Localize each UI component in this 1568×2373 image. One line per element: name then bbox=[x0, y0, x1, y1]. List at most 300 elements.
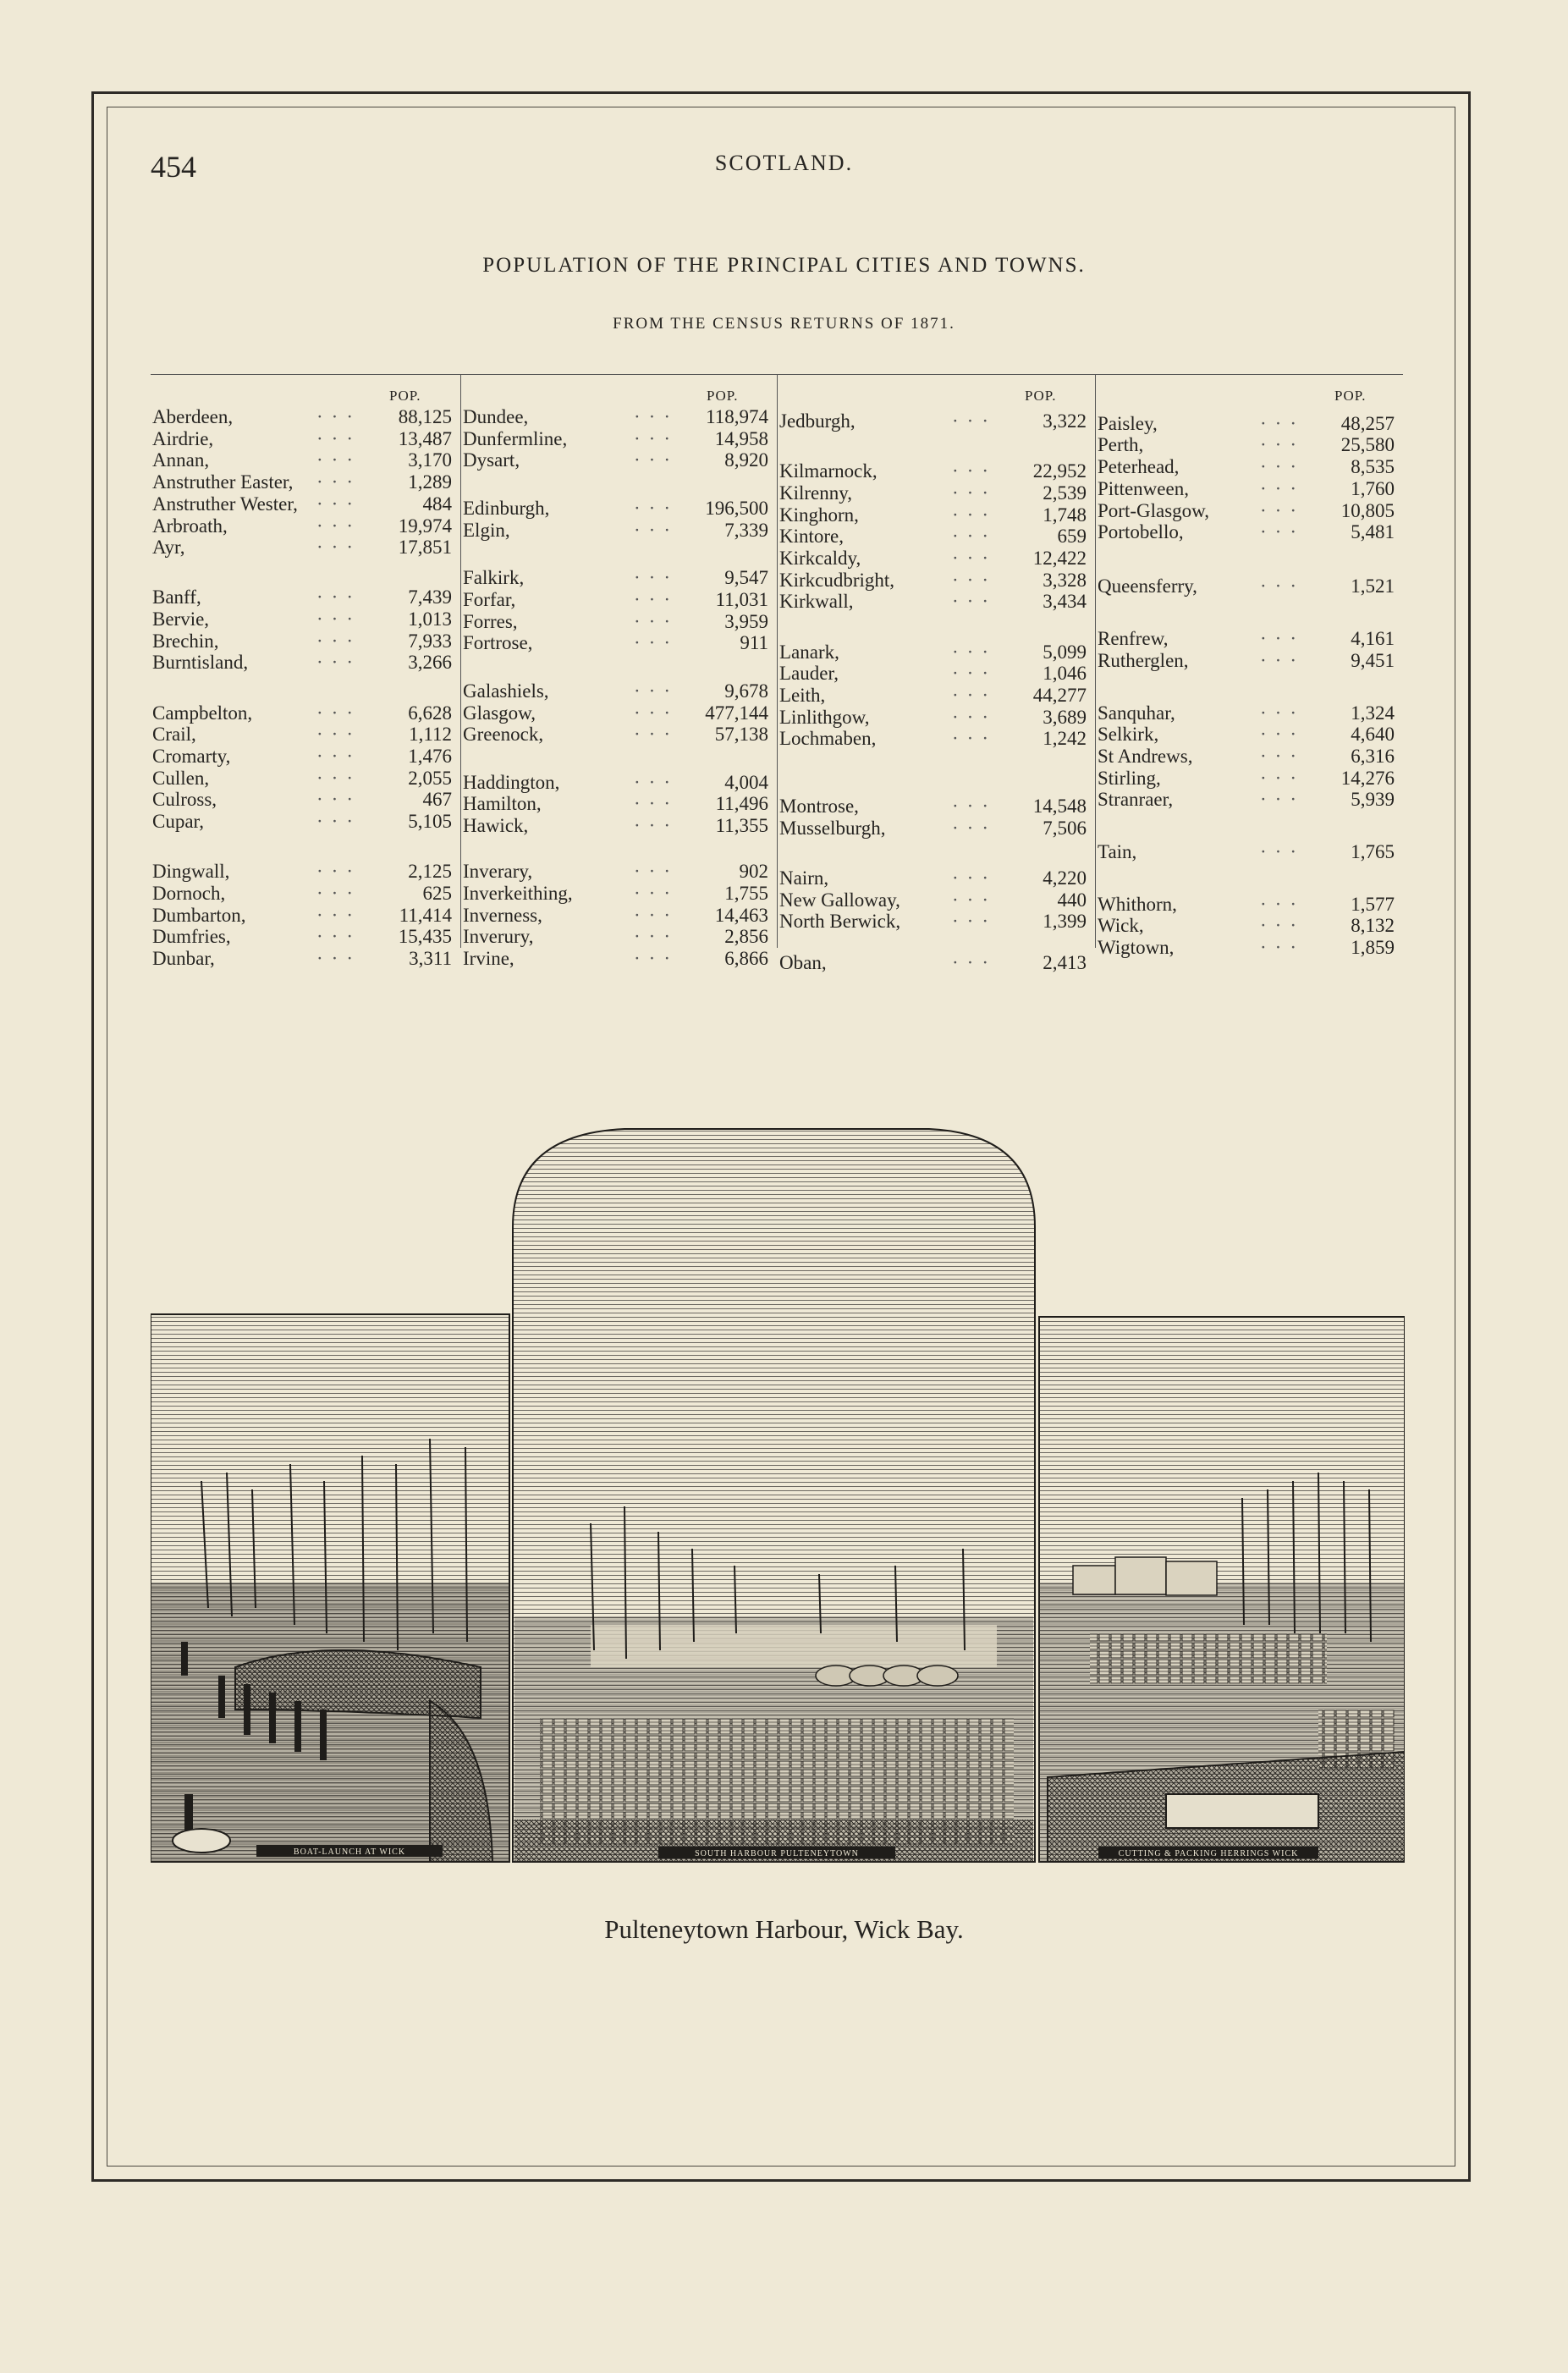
leader-dots: ··· bbox=[1260, 745, 1305, 767]
table-column-3 bbox=[777, 374, 1095, 974]
leader-dots: ··· bbox=[634, 926, 679, 948]
leader-dots: ··· bbox=[952, 591, 997, 613]
table-row bbox=[778, 641, 1095, 663]
table-row bbox=[151, 811, 460, 832]
table-row bbox=[151, 449, 460, 471]
table-row bbox=[151, 493, 460, 515]
population-value: 8,132 bbox=[1351, 915, 1395, 937]
table-row bbox=[1096, 478, 1403, 499]
leader-dots: ··· bbox=[316, 767, 361, 789]
leader-dots: ··· bbox=[316, 861, 361, 883]
table-row bbox=[778, 952, 1095, 973]
population-value: 196,500 bbox=[705, 497, 768, 519]
population-value: 7,339 bbox=[724, 519, 768, 541]
town-name: Peterhead, bbox=[1098, 456, 1180, 478]
leader-dots: ··· bbox=[316, 882, 361, 904]
table-row bbox=[151, 948, 460, 969]
town-name: Dysart, bbox=[463, 449, 520, 471]
town-name: Arbroath, bbox=[152, 515, 228, 537]
town-name: Dingwall, bbox=[152, 861, 230, 883]
table-row bbox=[151, 515, 460, 537]
population-value: 13,487 bbox=[398, 427, 452, 449]
leader-dots: ··· bbox=[316, 493, 361, 515]
leader-dots: ··· bbox=[634, 947, 679, 969]
leader-dots: ··· bbox=[316, 724, 361, 746]
town-name: Anstruther Easter, bbox=[152, 471, 294, 493]
table-row bbox=[1096, 746, 1403, 767]
population-value: 10,805 bbox=[1340, 499, 1395, 521]
population-value: 14,958 bbox=[714, 427, 768, 449]
leader-dots: ··· bbox=[316, 926, 361, 948]
town-name: Linlithgow, bbox=[779, 706, 870, 728]
leader-dots: ··· bbox=[1260, 937, 1305, 959]
page-number: 454 bbox=[151, 150, 196, 184]
table-row bbox=[461, 883, 777, 904]
table-row bbox=[151, 586, 460, 608]
population-value: 1,748 bbox=[1043, 504, 1087, 526]
pop-column-header: POP. bbox=[1334, 388, 1367, 404]
town-name: Fortrose, bbox=[463, 632, 533, 654]
leader-dots: ··· bbox=[316, 652, 361, 674]
leader-dots: ··· bbox=[634, 815, 679, 837]
leader-dots: ··· bbox=[952, 867, 997, 889]
table-row bbox=[778, 410, 1095, 432]
population-value: 1,242 bbox=[1043, 728, 1087, 750]
leader-dots: ··· bbox=[316, 745, 361, 767]
table-row bbox=[1096, 702, 1403, 724]
population-value: 3,434 bbox=[1043, 591, 1087, 613]
table-row bbox=[778, 911, 1095, 932]
population-value: 9,547 bbox=[724, 567, 768, 589]
leader-dots: ··· bbox=[952, 482, 997, 504]
table-row bbox=[1096, 650, 1403, 671]
leader-dots: ··· bbox=[634, 771, 679, 793]
table-row bbox=[151, 789, 460, 810]
town-name: Musselburgh, bbox=[779, 817, 886, 839]
population-value: 11,496 bbox=[715, 793, 768, 815]
town-name: Forres, bbox=[463, 610, 518, 632]
town-name: Inverkeithing, bbox=[463, 882, 573, 904]
table-row bbox=[151, 861, 460, 882]
leader-dots: ··· bbox=[634, 680, 679, 702]
population-value: 4,161 bbox=[1351, 628, 1395, 650]
leader-dots: ··· bbox=[1260, 893, 1305, 915]
table-row bbox=[461, 680, 777, 702]
population-value: 3,689 bbox=[1043, 706, 1087, 728]
town-name: Wick, bbox=[1098, 915, 1144, 937]
population-value: 8,535 bbox=[1351, 456, 1395, 478]
town-name: Culross, bbox=[152, 789, 217, 811]
town-name: Cullen, bbox=[152, 767, 210, 789]
town-name: Forfar, bbox=[463, 588, 516, 610]
table-row bbox=[1096, 724, 1403, 745]
population-value: 2,055 bbox=[408, 767, 452, 789]
table-row bbox=[461, 905, 777, 926]
center-panel bbox=[513, 1129, 1035, 1862]
table-row bbox=[461, 611, 777, 632]
population-value: 4,004 bbox=[724, 771, 768, 793]
population-value: 467 bbox=[422, 789, 452, 811]
table-row bbox=[1096, 915, 1403, 936]
town-name: Kirkcaldy, bbox=[779, 548, 861, 570]
town-name: Crail, bbox=[152, 724, 196, 746]
leader-dots: ··· bbox=[316, 586, 361, 608]
table-row bbox=[778, 728, 1095, 749]
town-name: Cromarty, bbox=[152, 745, 231, 767]
population-value: 14,463 bbox=[714, 904, 768, 926]
table-row bbox=[1096, 521, 1403, 542]
running-head: SCOTLAND. bbox=[714, 151, 854, 175]
town-name: Glasgow, bbox=[463, 702, 536, 724]
leader-dots: ··· bbox=[952, 952, 997, 974]
population-value: 9,678 bbox=[724, 680, 768, 702]
table-row bbox=[151, 428, 460, 449]
table-row bbox=[461, 926, 777, 947]
town-name: Montrose, bbox=[779, 796, 859, 818]
leader-dots: ··· bbox=[316, 515, 361, 537]
leader-dots: ··· bbox=[952, 548, 997, 570]
population-value: 4,640 bbox=[1351, 724, 1395, 746]
table-row bbox=[778, 818, 1095, 839]
town-name: Jedburgh, bbox=[779, 410, 856, 432]
table-row bbox=[1096, 894, 1403, 915]
leader-dots: ··· bbox=[316, 811, 361, 833]
leader-dots: ··· bbox=[952, 911, 997, 933]
town-name: Inverary, bbox=[463, 861, 533, 883]
town-name: Kirkwall, bbox=[779, 591, 854, 613]
leader-dots: ··· bbox=[316, 702, 361, 724]
population-value: 659 bbox=[1057, 526, 1087, 548]
table-row bbox=[1096, 575, 1403, 597]
table-row bbox=[1096, 628, 1403, 649]
town-name: Stirling, bbox=[1098, 767, 1161, 789]
leader-dots: ··· bbox=[952, 569, 997, 591]
leader-dots: ··· bbox=[952, 460, 997, 482]
leader-dots: ··· bbox=[634, 882, 679, 904]
table-row bbox=[151, 702, 460, 724]
population-value: 484 bbox=[422, 493, 452, 515]
table-title: POPULATION OF THE PRINCIPAL CITIES AND TOWNS. bbox=[482, 254, 1086, 277]
leader-dots: ··· bbox=[1260, 456, 1305, 478]
column-rule bbox=[151, 374, 460, 375]
table-column-4 bbox=[1095, 374, 1403, 959]
town-name: Dundee, bbox=[463, 406, 529, 427]
town-name: Dunbar, bbox=[152, 947, 215, 969]
leader-dots: ··· bbox=[634, 724, 679, 746]
population-table bbox=[151, 374, 1403, 974]
population-value: 3,170 bbox=[408, 449, 452, 471]
leader-dots: ··· bbox=[316, 947, 361, 969]
town-name: Kirkcudbright, bbox=[779, 569, 895, 591]
population-value: 1,399 bbox=[1043, 911, 1087, 933]
table-row bbox=[461, 772, 777, 793]
table-row bbox=[461, 632, 777, 653]
pop-column-header: POP. bbox=[1025, 388, 1057, 404]
population-value: 1,859 bbox=[1351, 937, 1395, 959]
table-row bbox=[151, 471, 460, 493]
table-row bbox=[461, 948, 777, 969]
table-row bbox=[151, 608, 460, 630]
table-column-2 bbox=[460, 374, 777, 969]
population-value: 7,439 bbox=[408, 586, 452, 608]
leader-dots: ··· bbox=[952, 889, 997, 911]
table-row bbox=[151, 724, 460, 745]
table-row bbox=[778, 482, 1095, 504]
table-row bbox=[461, 449, 777, 471]
table-row bbox=[461, 724, 777, 745]
table-row bbox=[151, 652, 460, 673]
town-name: Bervie, bbox=[152, 608, 210, 630]
population-value: 477,144 bbox=[705, 702, 768, 724]
leader-dots: ··· bbox=[634, 427, 679, 449]
population-value: 3,266 bbox=[408, 652, 452, 674]
leader-dots: ··· bbox=[634, 567, 679, 589]
leader-dots: ··· bbox=[634, 610, 679, 632]
town-name: Sanquhar, bbox=[1098, 702, 1175, 724]
population-value: 19,974 bbox=[398, 515, 452, 537]
town-name: Renfrew, bbox=[1098, 628, 1169, 650]
population-value: 1,521 bbox=[1351, 575, 1395, 597]
population-value: 6,866 bbox=[724, 947, 768, 969]
town-name: Dornoch, bbox=[152, 882, 226, 904]
population-value: 57,138 bbox=[714, 724, 768, 746]
population-value: 48,257 bbox=[1340, 412, 1395, 434]
table-row bbox=[461, 428, 777, 449]
town-name: Kilrenny, bbox=[779, 482, 853, 504]
town-name: Burntisland, bbox=[152, 652, 249, 674]
leader-dots: ··· bbox=[316, 630, 361, 652]
town-name: Banff, bbox=[152, 586, 201, 608]
population-value: 2,125 bbox=[408, 861, 452, 883]
column-rule bbox=[461, 374, 777, 375]
table-row bbox=[461, 520, 777, 541]
table-subtitle: FROM THE CENSUS RETURNS OF 1871. bbox=[613, 315, 955, 333]
town-name: Airdrie, bbox=[152, 427, 214, 449]
town-name: Edinburgh, bbox=[463, 497, 550, 519]
population-value: 25,580 bbox=[1340, 434, 1395, 456]
population-value: 3,959 bbox=[724, 610, 768, 632]
table-row bbox=[778, 685, 1095, 706]
population-value: 1,046 bbox=[1043, 663, 1087, 685]
leader-dots: ··· bbox=[1260, 575, 1305, 597]
population-value: 1,760 bbox=[1351, 477, 1395, 499]
town-name: Galashiels, bbox=[463, 680, 549, 702]
town-name: Hawick, bbox=[463, 815, 529, 837]
leader-dots: ··· bbox=[952, 504, 997, 526]
population-value: 440 bbox=[1057, 889, 1087, 911]
table-row bbox=[1096, 789, 1403, 810]
leader-dots: ··· bbox=[634, 702, 679, 724]
leader-dots: ··· bbox=[634, 904, 679, 926]
leader-dots: ··· bbox=[952, 526, 997, 548]
table-row bbox=[778, 460, 1095, 482]
town-name: Paisley, bbox=[1098, 412, 1158, 434]
population-value: 15,435 bbox=[398, 926, 452, 948]
population-value: 3,322 bbox=[1043, 410, 1087, 432]
town-name: Annan, bbox=[152, 449, 210, 471]
population-value: 5,105 bbox=[408, 811, 452, 833]
population-value: 5,481 bbox=[1351, 521, 1395, 543]
leader-dots: ··· bbox=[1260, 767, 1305, 789]
town-name: Lochmaben, bbox=[779, 728, 877, 750]
leader-dots: ··· bbox=[634, 588, 679, 610]
population-value: 4,220 bbox=[1043, 867, 1087, 889]
table-row bbox=[778, 526, 1095, 547]
population-value: 3,328 bbox=[1043, 569, 1087, 591]
town-name: Pittenween, bbox=[1098, 477, 1189, 499]
population-value: 2,413 bbox=[1043, 952, 1087, 974]
leader-dots: ··· bbox=[634, 861, 679, 883]
left-panel-label: BOAT-LAUNCH AT WICK bbox=[293, 1847, 406, 1857]
town-name: Anstruther Wester, bbox=[152, 493, 298, 515]
leader-dots: ··· bbox=[316, 406, 361, 427]
table-row bbox=[461, 406, 777, 427]
population-value: 6,628 bbox=[408, 702, 452, 724]
table-row bbox=[1096, 768, 1403, 789]
table-row bbox=[151, 537, 460, 558]
leader-dots: ··· bbox=[634, 497, 679, 519]
table-row bbox=[1096, 434, 1403, 455]
town-name: Stranraer, bbox=[1098, 789, 1174, 811]
leader-dots: ··· bbox=[952, 684, 997, 706]
table-row bbox=[461, 815, 777, 836]
leader-dots: ··· bbox=[316, 427, 361, 449]
table-row bbox=[778, 504, 1095, 526]
town-name: Kintore, bbox=[779, 526, 845, 548]
population-value: 1,476 bbox=[408, 745, 452, 767]
leader-dots: ··· bbox=[1260, 412, 1305, 434]
table-row bbox=[151, 768, 460, 789]
population-value: 11,414 bbox=[399, 904, 452, 926]
column-rule bbox=[1096, 374, 1403, 375]
population-value: 8,920 bbox=[724, 449, 768, 471]
leader-dots: ··· bbox=[634, 793, 679, 815]
table-row bbox=[151, 406, 460, 427]
population-value: 3,311 bbox=[409, 947, 452, 969]
illustration-caption: Pulteneytown Harbour, Wick Bay. bbox=[604, 1914, 964, 1944]
town-name: Selkirk, bbox=[1098, 724, 1159, 746]
town-name: Haddington, bbox=[463, 771, 560, 793]
town-name: Rutherglen, bbox=[1098, 649, 1189, 671]
table-row bbox=[1096, 937, 1403, 958]
leader-dots: ··· bbox=[1260, 434, 1305, 456]
leader-dots: ··· bbox=[316, 789, 361, 811]
town-name: Dumbarton, bbox=[152, 904, 246, 926]
table-row bbox=[778, 707, 1095, 728]
population-value: 22,952 bbox=[1032, 460, 1087, 482]
table-row bbox=[461, 702, 777, 724]
town-name: Whithorn, bbox=[1098, 893, 1177, 915]
table-row bbox=[778, 889, 1095, 911]
pop-column-header: POP. bbox=[707, 388, 739, 404]
table-row bbox=[778, 548, 1095, 569]
center-panel-label: SOUTH HARBOUR PULTENEYTOWN bbox=[695, 1849, 859, 1858]
population-value: 625 bbox=[422, 882, 452, 904]
town-name: Greenock, bbox=[463, 724, 544, 746]
leader-dots: ··· bbox=[1260, 702, 1305, 724]
leader-dots: ··· bbox=[1260, 724, 1305, 746]
leader-dots: ··· bbox=[1260, 628, 1305, 650]
town-name: Port-Glasgow, bbox=[1098, 499, 1210, 521]
town-name: Inverury, bbox=[463, 926, 534, 948]
leader-dots: ··· bbox=[634, 632, 679, 654]
town-name: Leith, bbox=[779, 684, 826, 706]
table-row bbox=[461, 793, 777, 814]
leader-dots: ··· bbox=[1260, 841, 1305, 862]
leader-dots: ··· bbox=[634, 406, 679, 427]
population-value: 118,974 bbox=[706, 406, 768, 427]
leader-dots: ··· bbox=[952, 706, 997, 728]
leader-dots: ··· bbox=[1260, 499, 1305, 521]
town-name: Irvine, bbox=[463, 947, 514, 969]
left-panel bbox=[151, 1314, 509, 1862]
table-row bbox=[151, 630, 460, 652]
town-name: Campbelton, bbox=[152, 702, 253, 724]
leader-dots: ··· bbox=[1260, 521, 1305, 543]
leader-dots: ··· bbox=[316, 449, 361, 471]
town-name: Portobello, bbox=[1098, 521, 1184, 543]
population-value: 911 bbox=[740, 632, 768, 654]
column-rule bbox=[778, 374, 1095, 375]
population-value: 2,856 bbox=[724, 926, 768, 948]
leader-dots: ··· bbox=[952, 817, 997, 839]
leader-dots: ··· bbox=[952, 410, 997, 432]
leader-dots: ··· bbox=[1260, 649, 1305, 671]
town-name: Brechin, bbox=[152, 630, 219, 652]
leader-dots: ··· bbox=[316, 608, 361, 630]
town-name: Wigtown, bbox=[1098, 937, 1175, 959]
town-name: New Galloway, bbox=[779, 889, 900, 911]
leader-dots: ··· bbox=[1260, 915, 1305, 937]
population-value: 12,422 bbox=[1032, 548, 1087, 570]
town-name: Perth, bbox=[1098, 434, 1144, 456]
town-name: Queensferry, bbox=[1098, 575, 1197, 597]
table-row bbox=[778, 591, 1095, 612]
population-value: 7,933 bbox=[408, 630, 452, 652]
population-value: 14,276 bbox=[1340, 767, 1395, 789]
town-name: Tain, bbox=[1098, 841, 1137, 862]
leader-dots: ··· bbox=[952, 728, 997, 750]
town-name: Cupar, bbox=[152, 811, 205, 833]
population-value: 1,765 bbox=[1351, 841, 1395, 862]
population-value: 7,506 bbox=[1043, 817, 1087, 839]
leader-dots: ··· bbox=[316, 471, 361, 493]
leader-dots: ··· bbox=[1260, 789, 1305, 811]
table-row bbox=[461, 567, 777, 588]
table-row bbox=[151, 746, 460, 767]
population-value: 11,355 bbox=[715, 815, 768, 837]
town-name: Dumfries, bbox=[152, 926, 231, 948]
table-row bbox=[778, 867, 1095, 889]
town-name: North Berwick, bbox=[779, 911, 901, 933]
leader-dots: ··· bbox=[952, 796, 997, 818]
leader-dots: ··· bbox=[316, 904, 361, 926]
town-name: Ayr, bbox=[152, 537, 185, 559]
table-row bbox=[778, 663, 1095, 684]
population-value: 1,324 bbox=[1351, 702, 1395, 724]
town-name: Lauder, bbox=[779, 663, 839, 685]
right-panel-label: CUTTING & PACKING HERRINGS WICK bbox=[1118, 1849, 1299, 1858]
town-name: St Andrews, bbox=[1098, 745, 1193, 767]
population-value: 5,939 bbox=[1351, 789, 1395, 811]
leader-dots: ··· bbox=[634, 449, 679, 471]
town-name: Lanark, bbox=[779, 641, 839, 663]
population-value: 1,112 bbox=[409, 724, 452, 746]
right-panel bbox=[1039, 1317, 1405, 1862]
pop-column-header: POP. bbox=[389, 388, 421, 404]
town-name: Oban, bbox=[779, 952, 827, 974]
table-row bbox=[151, 883, 460, 904]
